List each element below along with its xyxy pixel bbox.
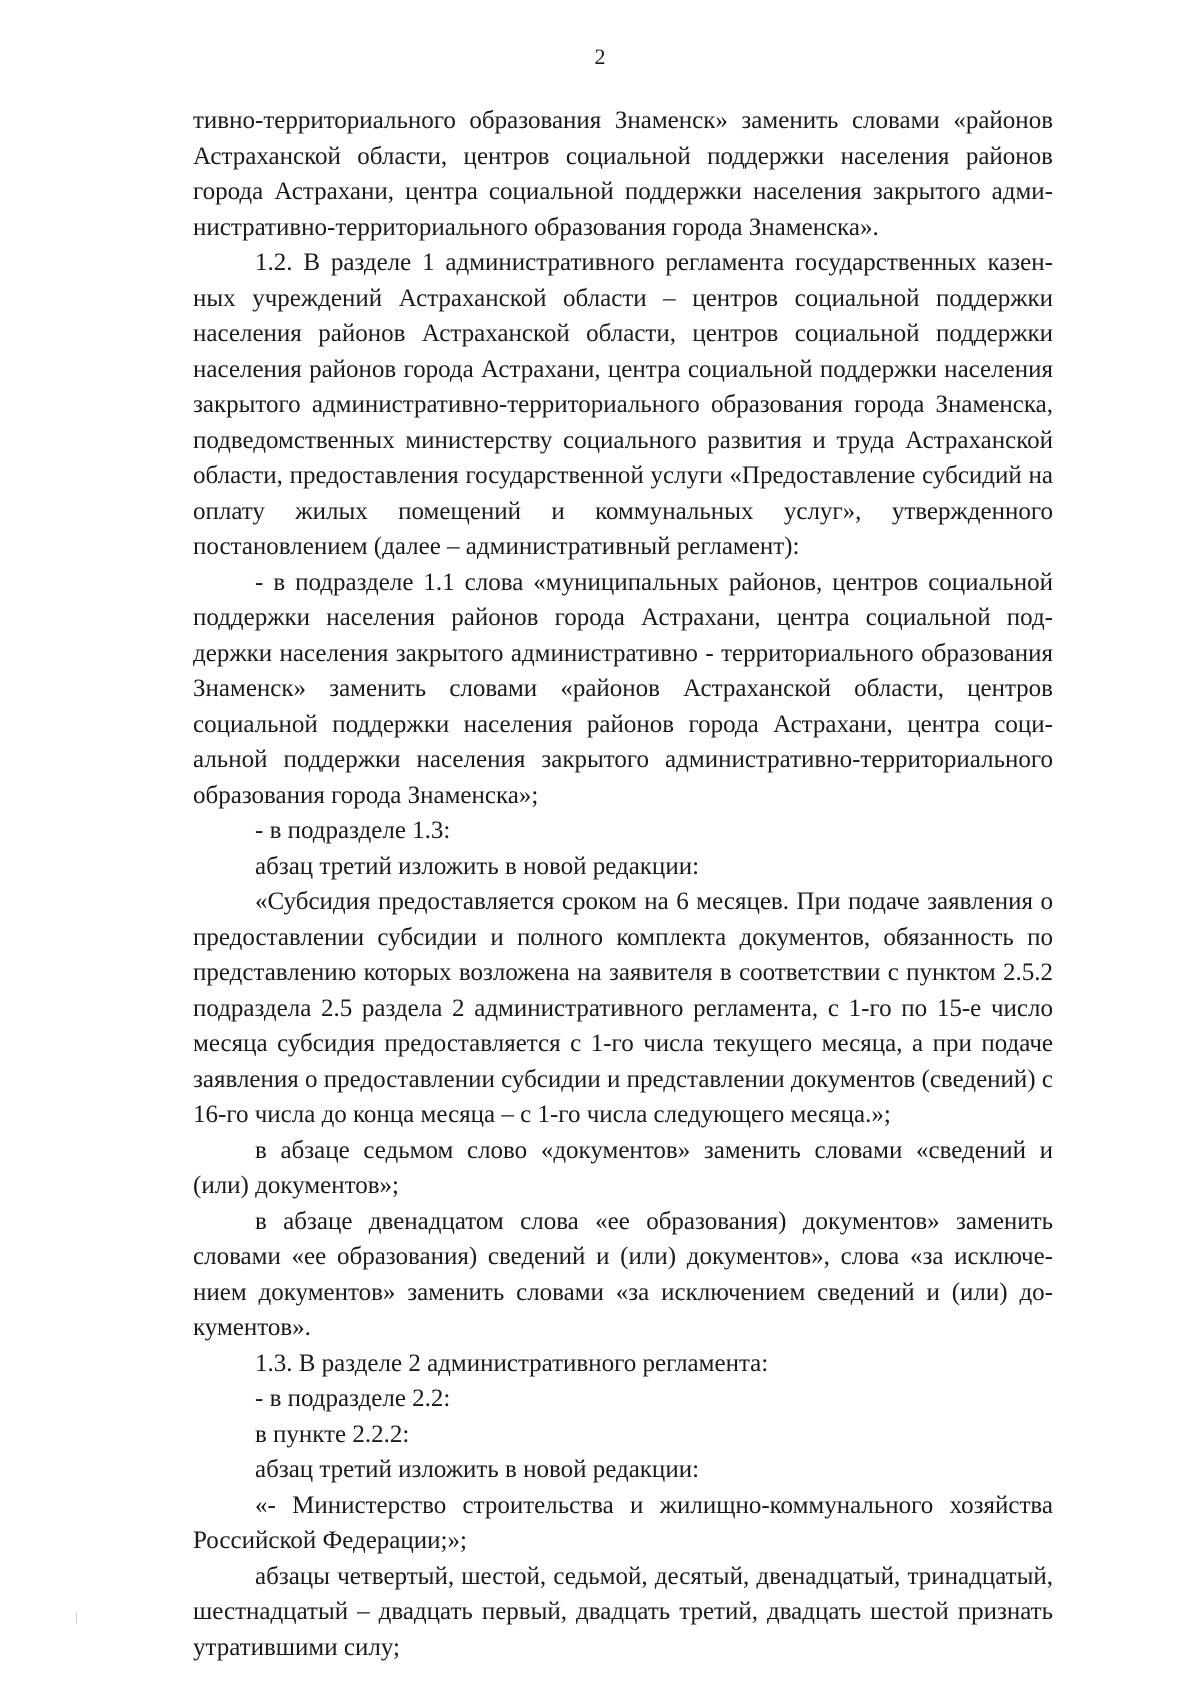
paragraph: - в подразделе 1.3: — [255, 817, 451, 844]
scan-artifact — [76, 1612, 77, 1624]
paragraph: абзац третий изложить в новой редакции: — [255, 852, 700, 880]
paragraph: в абзаце двенадцатом слова «ее образования) документов» заменить словами «ее образования) сведений и (или) документов», слова «за исключением документов» заменить словами «за исключением сведений и (или) документов». — [193, 1207, 1053, 1341]
paragraph: - в подразделе 1.1 слова «муниципальных районов, центров социальной поддержки населения районов города Астрахани, центра социальной поддержки населения закрытого административно - территориального образования Знаменск» заменить словами «районов Астраханской области, центров социальной поддержки населения районов города Астрахани, центра социальной поддержки населения закрытого административно-территориального образования города Знаменска»; — [193, 568, 1053, 809]
paragraph: абзацы четвертый, шестой, седьмой, десятый, двенадцатый, тринадцатый, шестнадцатый – двадцать первый, двадцать третий, двадцать шестой признать утратившими силу; — [193, 1562, 1053, 1661]
paragraph: «- Министерство строительства и жилищно-коммунального хозяйства Российской Федерации;»; — [193, 1491, 1053, 1554]
page-number: 2 — [594, 44, 606, 69]
paragraph: 1.3. В разделе 2 административного регламента: — [255, 1349, 769, 1377]
paragraph: 1.2. В разделе 1 административного регламента государственных казенных учреждений Астраханской области – центров социальной поддержки населения районов Астраханской области, центров социальной поддержки населения районов города Астрахани, центра социальной поддержки населения закрытого административно-территориального образования города Знаменска, подведомственных министерству социального развития и труда Астраханской области, предоставления государственной услуги «Предоставление субсидий на оплату жилых помещений и коммунальных услуг», утвержденного постановлением (далее – административный регламент): — [193, 249, 1053, 560]
paragraph: тивно-территориального образования Знаменск» заменить словами «районов Астраханской области, центров социальной поддержки населения районов города Астрахани, центра социальной поддержки населения закрытого административно-территориального образования города Знаменска». — [193, 107, 1053, 241]
paragraph: в абзаце седьмом слово «документов» заменить словами «сведений и (или) документов»; — [193, 1136, 1053, 1199]
paragraph: «Субсидия предоставляется сроком на 6 месяцев. При подаче заявления о предоставлении субсидии и полного комплекта документов, обязанность по представлению которых возложена на заявителя в соответствии с пунктом 2.5.2 подраздела 2.5 раздела 2 административного регламента, с 1-го по 15-е число месяца субсидия предоставляется с 1-го числа текущего месяца, а при подаче заявления о предоставлении субсидии и представлении документов (сведений) с 16-го числа до конца месяца – с 1-го числа следующего месяца.»; — [193, 888, 1053, 1128]
paragraph: абзац третий изложить в новой редакции: — [255, 1456, 700, 1483]
paragraph: - в подразделе 2.2: — [255, 1385, 451, 1412]
paragraph: в пункте 2.2.2: — [255, 1420, 410, 1448]
document-body — [193, 103, 1053, 1665]
